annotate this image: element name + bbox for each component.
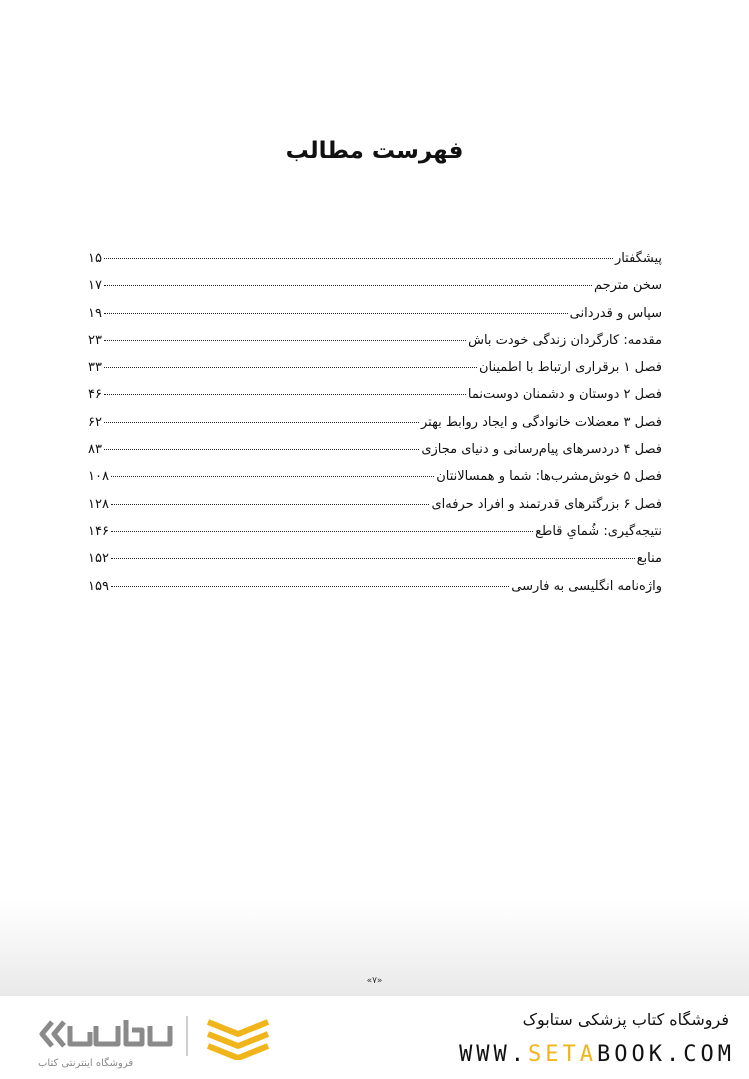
toc-entry-title: فصل ۴ دردسرهای پیام‌رسانی و دنیای مجازی	[421, 442, 662, 458]
toc-entry[interactable]	[88, 518, 662, 545]
toc-entry[interactable]	[88, 354, 662, 381]
toc-entry-title: منابع	[636, 551, 662, 567]
toc-entry[interactable]	[88, 545, 662, 572]
toc-dot-leader	[104, 422, 419, 423]
toc-entry-page: ۲۳	[88, 332, 102, 348]
page-number: «۷»	[366, 976, 383, 986]
toc-dot-leader	[111, 531, 533, 532]
toc-dot-leader	[104, 285, 592, 286]
toc-entry[interactable]	[88, 409, 662, 436]
url-prefix: WWW.	[459, 1042, 529, 1067]
toc-dot-leader	[104, 367, 477, 368]
toc-entry-page: ۱۲۸	[88, 496, 109, 512]
url-accent: SETA	[528, 1042, 598, 1067]
toc-entry[interactable]	[88, 436, 662, 463]
toc-entry-page: ۸۳	[88, 442, 102, 458]
toc-entry-page: ۴۶	[88, 387, 102, 403]
toc-entry-title: فصل ۶ بزرگترهای قدرتمند و افراد حرفه‌ای	[431, 496, 662, 512]
toc-entry-page: ۶۲	[88, 414, 102, 430]
toc-entry-title: سخن مترجم	[593, 278, 662, 294]
toc-entry-title: فصل ۱ برقراری ارتباط با اطمینان	[478, 360, 662, 376]
toc-entry[interactable]	[88, 245, 662, 272]
toc-dot-leader	[104, 394, 466, 395]
toc-dot-leader	[111, 586, 509, 587]
toc-entry-title: پیشگفتار	[614, 251, 662, 266]
toc-entry-title: واژه‌نامه انگلیسی به فارسی	[511, 578, 662, 594]
toc-entry[interactable]	[88, 573, 662, 600]
store-footer-banner	[0, 996, 749, 1079]
toc-dot-leader	[104, 258, 613, 259]
toc-entry-page: ۱۵۹	[88, 578, 109, 594]
toc-entry-page: ۱۴۶	[88, 523, 109, 539]
toc-dot-leader	[111, 558, 635, 559]
toc-dot-leader	[111, 504, 430, 505]
toc-dot-leader	[104, 449, 419, 450]
toc-entry-page: ۱۵۲	[88, 551, 109, 567]
toc-entry[interactable]	[88, 463, 662, 490]
toc-entry[interactable]	[88, 491, 662, 518]
toc-dot-leader	[104, 340, 466, 341]
toc-entry-title: سپاس و قدردانی	[569, 305, 662, 321]
store-name: فروشگاه کتاب پزشکی ستابوک	[522, 1010, 729, 1029]
toc-entry-page: ۱۵	[88, 251, 102, 266]
toc-entry-title: نتیجه‌گیری: شُمایِ قاطع	[535, 523, 662, 539]
toc-entry[interactable]	[88, 381, 662, 408]
toc-dot-leader	[111, 476, 434, 477]
toc-entry-page: ۳۳	[88, 360, 102, 376]
toc-entry-title: مقدمه: کارگردان زندگی خودت باش	[468, 332, 662, 348]
url-suffix: BOOK.COM	[597, 1042, 735, 1067]
setabook-logo-icon	[38, 1012, 288, 1060]
logo-tagline: فروشگاه اینترنتی کتاب	[38, 1058, 134, 1069]
table-of-contents	[88, 245, 662, 600]
toc-dot-leader	[104, 313, 568, 314]
toc-entry-title: فصل ۲ دوستان و دشمنان دوست‌نما	[467, 387, 662, 403]
toc-entry-title: فصل ۳ معضلات خانوادگی و ایجاد روابط بهتر	[421, 414, 662, 430]
store-url[interactable]	[459, 1042, 735, 1067]
page-title: فهرست مطالب	[285, 138, 464, 164]
toc-entry-page: ۱۰۸	[88, 469, 109, 485]
toc-entry-title: فصل ۵ خوش‌مشرب‌ها: شما و همسالانتان	[436, 469, 662, 485]
toc-entry[interactable]	[88, 300, 662, 327]
toc-entry-page: ۱۹	[88, 305, 102, 321]
toc-entry-page: ۱۷	[88, 278, 102, 294]
toc-entry[interactable]	[88, 327, 662, 354]
toc-entry[interactable]	[88, 272, 662, 299]
